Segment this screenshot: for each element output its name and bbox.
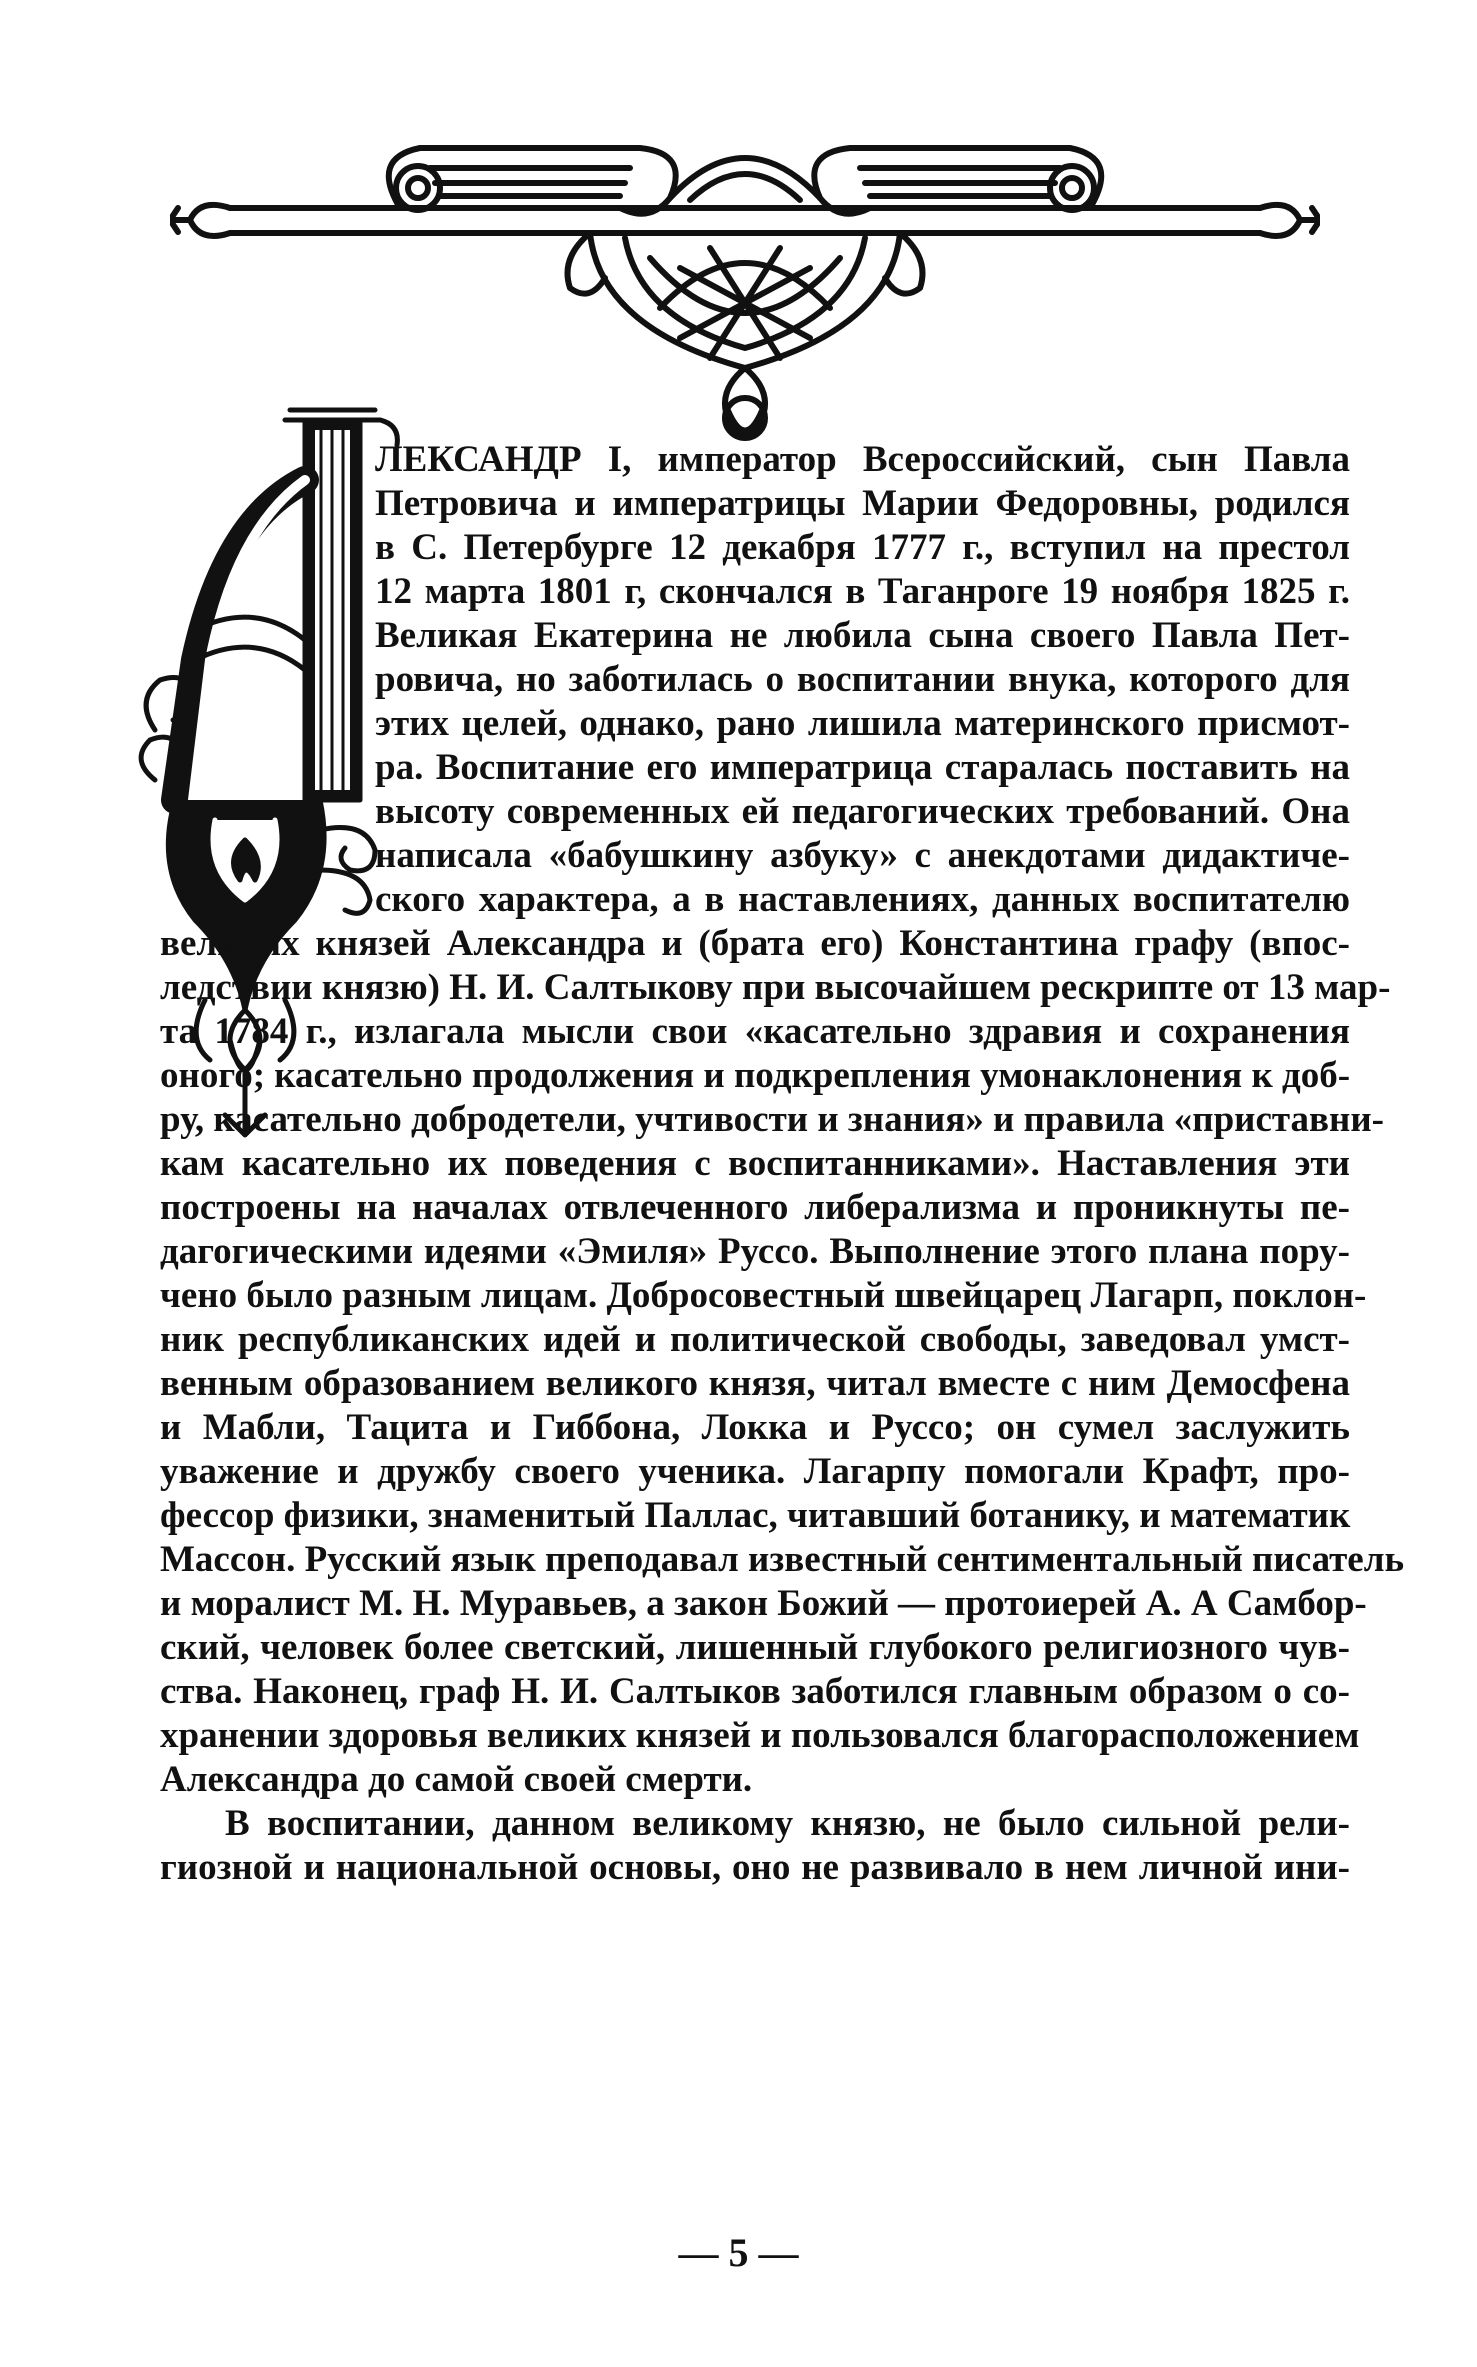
text-line: ский, человек более светский, лишенный глубокого религиозного чув- xyxy=(160,1627,1350,1668)
text-line: Петровича и императрицы Марии Федоровны, родился xyxy=(375,483,1350,524)
text-line: великих князей Александра и (брата его) Константина графу (впос- xyxy=(160,923,1350,964)
text-line: ства. Наконец, граф Н. И. Салтыков заботился главным образом о со- xyxy=(160,1671,1350,1712)
text-line: фессор физики, знаменитый Паллас, читавший ботанику, и математик xyxy=(160,1495,1351,1536)
text-line: Александра до самой своей смерти. xyxy=(160,1759,753,1800)
text-line: написала «бабушкину азбуку» с анекдотами дидактиче- xyxy=(375,835,1350,876)
text-line: чено было разным лицам. Добросовестный швейцарец Лагарп, поклон- xyxy=(160,1275,1367,1316)
text-line: построены на началах отвлеченного либерализма и проникнуты пе- xyxy=(160,1187,1350,1228)
text-line: гиозной и национальной основы, оно не развивало в нем личной ини- xyxy=(160,1847,1350,1888)
text-line: и Мабли, Тацита и Гиббона, Локка и Руссо; он сумел заслужить xyxy=(160,1407,1350,1448)
text-line: ЛЕКСАНДР I, император Всероссийский, сын Павла xyxy=(375,439,1350,480)
text-line: ру, касательно добродетели, учтивости и знания» и правила «приставни- xyxy=(160,1099,1384,1140)
text-line: В воспитании, данном великому князю, не было сильной рели- xyxy=(225,1803,1350,1844)
text-line: ледствии князю) Н. И. Салтыкову при высочайшем рескрипте от 13 мар- xyxy=(160,967,1391,1008)
text-line: 12 марта 1801 г, скончался в Таганроге 19 ноября 1825 г. xyxy=(375,571,1350,612)
text-line: хранении здоровья великих князей и пользовался благорасположением xyxy=(160,1715,1360,1756)
text-line: ского характера, а в наставлениях, данных воспитателю xyxy=(375,879,1350,920)
text-line: ник республиканских идей и политической свободы, заведовал умст- xyxy=(160,1319,1350,1360)
text-line: дагогическими идеями «Эмиля» Руссо. Выполнение этого плана пору- xyxy=(160,1231,1350,1272)
text-line: высоту современных ей педагогических требований. Она xyxy=(375,791,1350,832)
text-line: в С. Петербурге 12 декабря 1777 г., вступил на престол xyxy=(375,527,1350,568)
text-line: уважение и дружбу своего ученика. Лагарпу помогали Крафт, про- xyxy=(160,1451,1350,1492)
text-line: Массон. Русский язык преподавал известный сентиментальный писатель xyxy=(160,1539,1405,1580)
text-line: венным образованием великого князя, читал вместе с ним Демосфена xyxy=(160,1363,1350,1404)
text-line: и моралист М. Н. Муравьев, а закон Божий — протоиерей А. А Самбор- xyxy=(160,1583,1367,1624)
text-line: этих целей, однако, рано лишила материнского присмот- xyxy=(375,703,1350,744)
text-line: ра. Воспитание его императрица старалась поставить на xyxy=(375,747,1350,788)
text-line: та 1784 г., излагала мысли свои «касательно здравия и сохранения xyxy=(160,1011,1350,1052)
text-line: оного; касательно продолжения и подкрепления умонаклонения к доб- xyxy=(160,1055,1351,1096)
text-line: Великая Екатерина не любила сына своего Павла Пет- xyxy=(375,615,1350,656)
page-number: — 5 — xyxy=(678,2230,799,2275)
text-line: ровича, но заботилась о воспитании внука, которого для xyxy=(375,659,1350,700)
text-line: кам касательно их поведения с воспитанниками». Наставления эти xyxy=(160,1143,1350,1184)
